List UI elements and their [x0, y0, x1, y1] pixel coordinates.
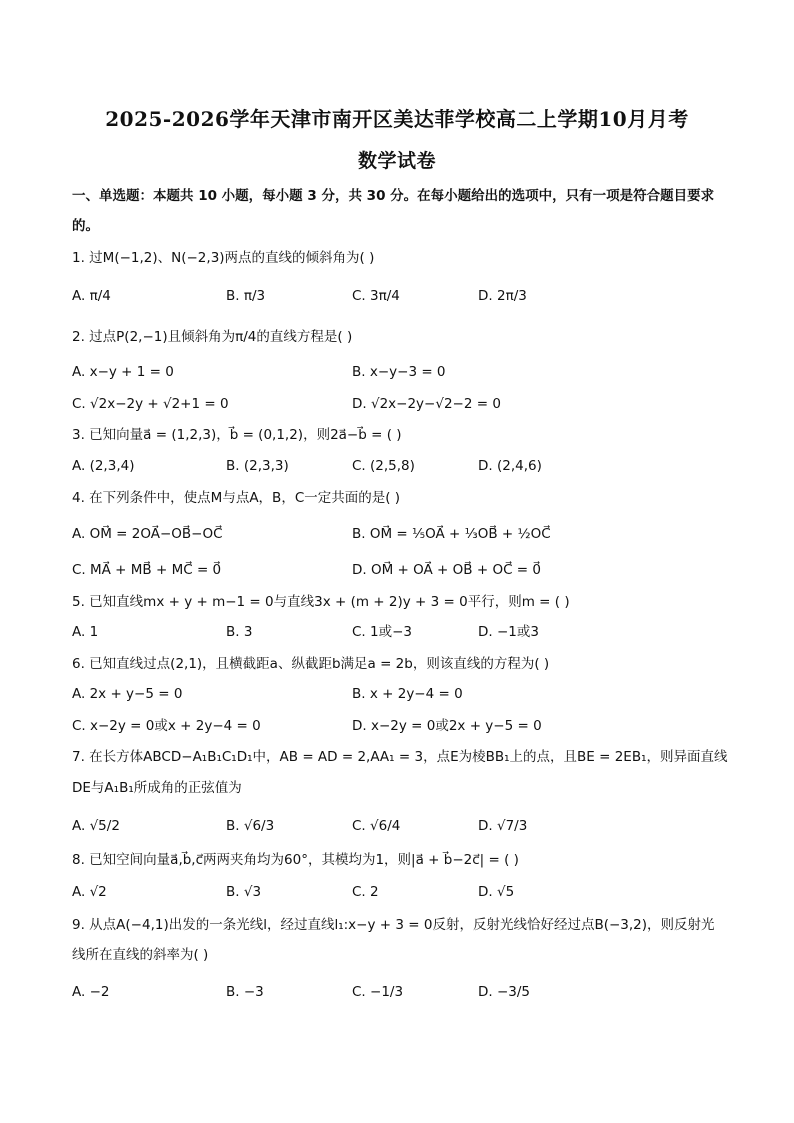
question-8-option-d: D. √5	[478, 884, 515, 900]
question-7-option-c: C. √6/4	[352, 818, 401, 834]
question-8-stem: 8. 已知空间向量a⃗,b⃗,c⃗两两夹角均为60°，其模均为1，则|a⃗ + b⃗−2c⃗| = ( )	[72, 852, 519, 868]
question-9-stem-continued: 线所在直线的斜率为( )	[72, 947, 209, 963]
question-9-option-d: D. −3/5	[478, 984, 531, 1000]
question-4-option-b: B. OM⃗ = ⅕OA⃗ + ⅓OB⃗ + ½OC⃗	[352, 526, 551, 542]
question-9-option-b: B. −3	[226, 984, 264, 1000]
question-6-option-c: C. x−2y = 0或x + 2y−4 = 0	[72, 718, 261, 734]
question-9-option-c: C. −1/3	[352, 984, 404, 1000]
exam-title: 2025-2026学年天津市南开区美达菲学校高二上学期10月月考	[105, 107, 689, 131]
question-7-option-a: A. √5/2	[72, 818, 120, 834]
question-3-option-b: B. (2,3,3)	[226, 458, 289, 474]
section-heading-line1: 一、单选题：本题共 10 小题，每小题 3 分，共 30 分。在每小题给出的选项中，只有一项是符合题目要求	[72, 188, 715, 204]
question-1-option-b: B. π/3	[226, 288, 266, 304]
question-3-stem: 3. 已知向量a⃗ = (1,2,3)，b⃗ = (0,1,2)，则2a⃗−b⃗ = ( )	[72, 427, 402, 443]
question-8-option-c: C. 2	[352, 884, 379, 900]
question-4-option-c: C. MA⃗ + MB⃗ + MC⃗ = 0⃗	[72, 562, 222, 578]
question-8-option-b: B. √3	[226, 884, 262, 900]
question-7-stem: 7. 在长方体ABCD−A₁B₁C₁D₁中，AB = AD = 2,AA₁ = 3，点E为棱BB₁上的点，且BE = 2EB₁，则异面直线	[72, 749, 728, 765]
question-6-option-b: B. x + 2y−4 = 0	[352, 686, 463, 702]
question-9-stem: 9. 从点A(−4,1)出发的一条光线l，经过直线l₁:x−y + 3 = 0反射，反射光线恰好经过点B(−3,2)，则反射光	[72, 917, 715, 933]
question-8-option-a: A. √2	[72, 884, 107, 900]
question-2-option-b: B. x−y−3 = 0	[352, 364, 446, 380]
question-2-stem: 2. 过点P(2,−1)且倾斜角为π/4的直线方程是( )	[72, 329, 353, 345]
question-4-option-d: D. OM⃗ + OA⃗ + OB⃗ + OC⃗ = 0⃗	[352, 562, 541, 578]
section-heading-line2: 的。	[72, 218, 99, 234]
question-5-option-c: C. 1或−3	[352, 624, 412, 640]
question-5-stem: 5. 已知直线mx + y + m−1 = 0与直线3x + (m + 2)y + 3 = 0平行，则m = ( )	[72, 594, 570, 610]
question-4-option-a: A. OM⃗ = 2OA⃗−OB⃗−OC⃗	[72, 526, 223, 542]
question-2-option-c: C. √2x−2y + √2+1 = 0	[72, 396, 229, 412]
question-5-option-b: B. 3	[226, 624, 253, 640]
question-9-option-a: A. −2	[72, 984, 110, 1000]
question-3-option-a: A. (2,3,4)	[72, 458, 135, 474]
question-2-option-d: D. √2x−2y−√2−2 = 0	[352, 396, 501, 412]
question-3-option-d: D. (2,4,6)	[478, 458, 542, 474]
question-7-option-d: D. √7/3	[478, 818, 528, 834]
question-5-option-a: A. 1	[72, 624, 99, 640]
question-7-option-b: B. √6/3	[226, 818, 275, 834]
question-3-option-c: C. (2,5,8)	[352, 458, 415, 474]
question-5-option-d: D. −1或3	[478, 624, 539, 640]
question-1-stem: 1. 过M(−1,2)、N(−2,3)两点的直线的倾斜角为( )	[72, 250, 375, 266]
question-6-option-d: D. x−2y = 0或2x + y−5 = 0	[352, 718, 542, 734]
question-2-option-a: A. x−y + 1 = 0	[72, 364, 174, 380]
question-7-stem-continued: DE与A₁B₁所成角的正弦值为	[72, 780, 242, 796]
question-4-stem: 4. 在下列条件中，使点M与点A，B，C一定共面的是( )	[72, 490, 401, 506]
question-1-option-c: C. 3π/4	[352, 288, 400, 304]
exam-subtitle: 数学试卷	[357, 150, 436, 172]
question-6-option-a: A. 2x + y−5 = 0	[72, 686, 183, 702]
question-6-stem: 6. 已知直线过点(2,1)，且横截距a、纵截距b满足a = 2b，则该直线的方程为( )	[72, 656, 550, 672]
question-1-option-d: D. 2π/3	[478, 288, 527, 304]
question-1-option-a: A. π/4	[72, 288, 111, 304]
